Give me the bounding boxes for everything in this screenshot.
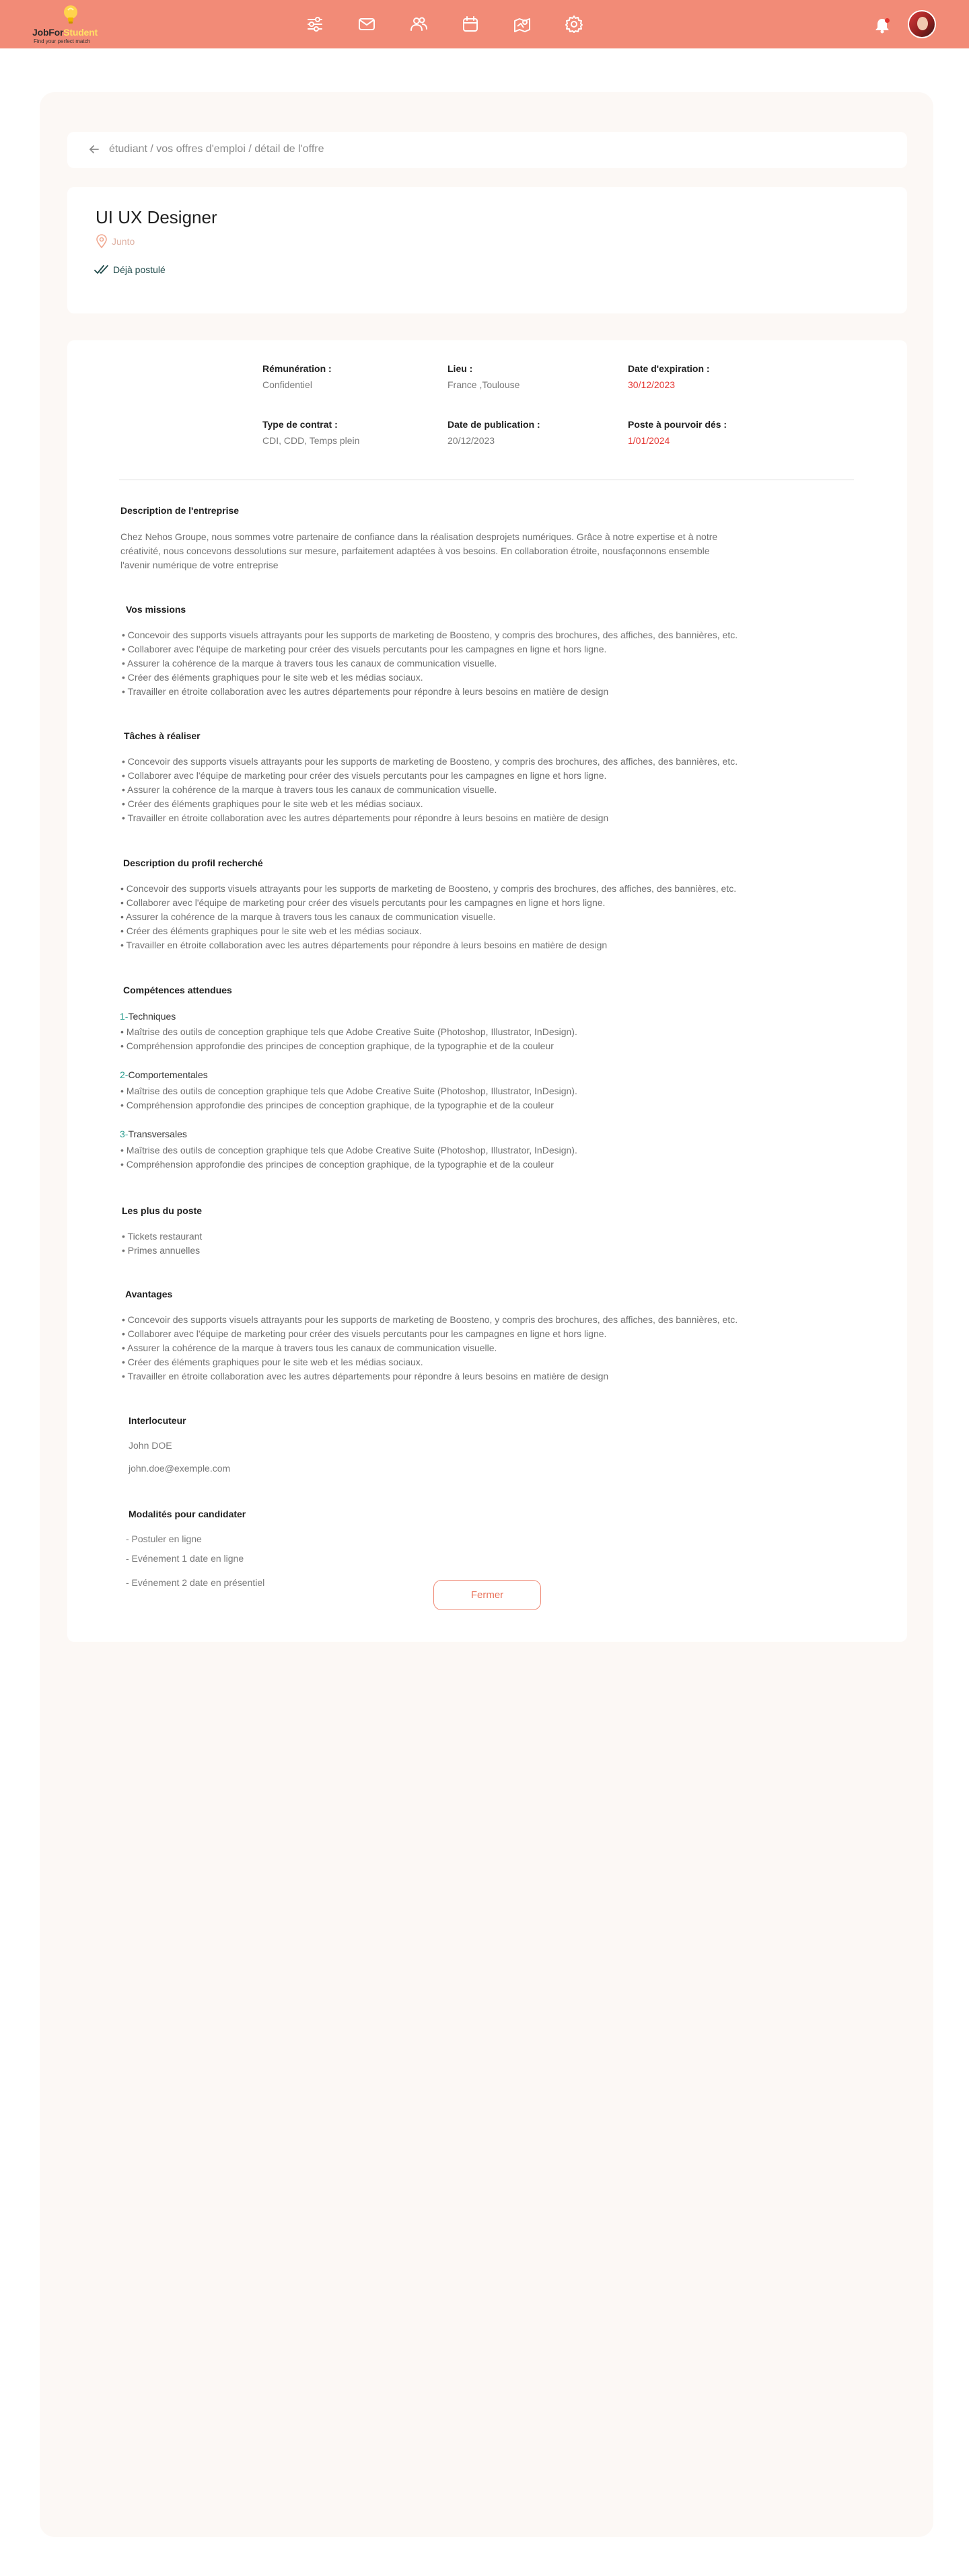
meta-contrat [262, 419, 359, 446]
list-item: • Collaborer avec l'équipe de marketing pour créer des visuels percutants pour les campagnes en ligne et hors ligne. [122, 644, 607, 654]
competence-group-title: 3-Transversales [120, 1129, 187, 1139]
list-item: • Créer des éléments graphiques pour le site web et les médias sociaux. [120, 925, 422, 936]
list-item: • Assurer la cohérence de la marque à travers tous les canaux de communication visuelle. [122, 1342, 497, 1353]
brand-name: JobForStudent [32, 27, 98, 38]
job-detail-card [67, 340, 907, 1642]
section-title-avantages: Avantages [125, 1289, 173, 1299]
meta-value: 1/01/2024 [628, 435, 670, 446]
competence-comportementales-list [120, 1084, 577, 1112]
list-item: • Assurer la cohérence de la marque à travers tous les canaux de communication visuelle. [122, 784, 497, 795]
avatar-face [917, 17, 928, 30]
meta-label: Rémunération : [262, 363, 332, 374]
list-item: • Compréhension approfondie des principes de conception graphique, de la typographie et de la couleur [120, 1100, 554, 1110]
lightbulb-icon [62, 4, 79, 26]
user-avatar[interactable] [908, 10, 936, 38]
section-title-plus: Les plus du poste [122, 1205, 203, 1216]
competence-techniques-list [120, 1025, 577, 1053]
location-pin-icon [96, 234, 108, 249]
close-button[interactable]: Fermer [433, 1580, 541, 1610]
section-title-interlocuteur: Interlocuteur [129, 1415, 186, 1426]
brand-tagline: Find your perfect match [34, 38, 91, 44]
entreprise-description [120, 530, 717, 572]
applied-status [94, 264, 166, 276]
back-arrow-icon[interactable] [87, 143, 101, 156]
list-item: • Concevoir des supports visuels attrayants pour les supports de marketing de Boosteno, y compris des brochures, des affiches, des bannières, etc. [122, 756, 738, 767]
app-logo[interactable] [31, 3, 125, 46]
meta-remuneration [262, 363, 332, 390]
list-item: • Primes annuelles [122, 1245, 201, 1256]
section-title-profil: Description du profil recherché [123, 858, 263, 868]
list-item: • Concevoir des supports visuels attrayants pour les supports de marketing de Boosteno, y compris des brochures, des affiches, des bannières, etc. [122, 1314, 738, 1325]
meta-value: France ,Toulouse [447, 379, 520, 390]
meta-poste [628, 419, 727, 446]
competence-group-title: 2-Comportementales [120, 1069, 208, 1080]
meta-publication [447, 419, 540, 446]
list-item: • Maîtrise des outils de conception graphique tels que Adobe Creative Suite (Photoshop, Illustrator, InDesign). [120, 1145, 577, 1156]
list-item: • Concevoir des supports visuels attrayants pour les supports de marketing de Boosteno, y compris des brochures, des affiches, des bannières, etc. [120, 883, 737, 894]
text-line: créativité, nous concevons dessolutions sur mesure, parfaitement adaptées à vos besoins. En collaboration étroite, nousfaçonnons ensemble [120, 545, 710, 556]
job-header-card [67, 187, 907, 313]
meta-value: Confidentiel [262, 379, 312, 390]
nav-icon-bar [304, 13, 585, 35]
settings-icon[interactable] [563, 13, 585, 35]
list-item: • Maîtrise des outils de conception graphique tels que Adobe Creative Suite (Photoshop, Illustrator, InDesign). [120, 1086, 577, 1096]
list-item: • Maîtrise des outils de conception graphique tels que Adobe Creative Suite (Photoshop, Illustrator, InDesign). [120, 1026, 577, 1037]
list-item: • Assurer la cohérence de la marque à travers tous les canaux de communication visuelle. [122, 658, 497, 669]
taches-list [122, 755, 738, 825]
meta-value: 20/12/2023 [447, 435, 495, 446]
users-icon[interactable] [408, 13, 429, 35]
section-title-taches: Tâches à réaliser [124, 730, 201, 741]
section-title-missions: Vos missions [126, 604, 186, 615]
meta-value: 30/12/2023 [628, 379, 676, 390]
list-item: • Compréhension approfondie des principes de conception graphique, de la typographie et de la couleur [120, 1040, 554, 1051]
list-item: • Collaborer avec l'équipe de marketing pour créer des visuels percutants pour les campagnes en ligne et hors ligne. [120, 897, 606, 908]
list-item: • Travailler en étroite collaboration avec les autres départements pour répondre à leurs besoins en matière de design [122, 686, 609, 697]
plus-list [122, 1229, 202, 1258]
competence-transversales-list [120, 1143, 577, 1172]
meta-label: Type de contrat : [262, 419, 338, 430]
missions-list [122, 628, 738, 699]
breadcrumb [67, 132, 907, 168]
list-item: • Créer des éléments graphiques pour le site web et les médias sociaux. [122, 672, 423, 683]
list-item: - Evénement 2 date en présentiel [126, 1577, 265, 1588]
list-item: • Collaborer avec l'équipe de marketing pour créer des visuels percutants pour les campagnes en ligne et hors ligne. [122, 770, 607, 781]
meta-lieu [447, 363, 519, 390]
meta-label: Date d'expiration : [628, 363, 710, 374]
list-item: • Travailler en étroite collaboration avec les autres départements pour répondre à leurs besoins en matière de design [122, 812, 609, 823]
meta-label: Date de publication : [447, 419, 540, 430]
meta-value: CDI, CDD, Temps plein [262, 435, 360, 446]
meta-expiration [628, 363, 710, 390]
section-title-competences: Compétences attendues [123, 985, 232, 995]
avantages-list [122, 1313, 738, 1384]
meta-label: Lieu : [447, 363, 473, 374]
list-item: - Evénement 1 date en ligne [126, 1553, 244, 1564]
map-icon[interactable] [511, 13, 533, 35]
list-item: • Travailler en étroite collaboration avec les autres départements pour répondre à leurs besoins en matière de design [122, 1371, 609, 1381]
list-item: • Créer des éléments graphiques pour le site web et les médias sociaux. [122, 798, 423, 809]
list-item: • Travailler en étroite collaboration avec les autres départements pour répondre à leurs besoins en matière de design [120, 940, 608, 950]
filters-icon[interactable] [304, 13, 326, 35]
company-name: Junto [112, 236, 135, 247]
breadcrumb-text[interactable]: étudiant / vos offres d'emploi / détail de l'offre [109, 143, 324, 155]
double-check-icon [94, 264, 109, 276]
mail-icon[interactable] [356, 13, 378, 35]
text-line: Chez Nehos Groupe, nous sommes votre partenaire de confiance dans la réalisation desprojets numériques. Grâce à notre expertise et à notre [120, 531, 718, 542]
profil-list [120, 882, 736, 952]
list-item: • Compréhension approfondie des principes de conception graphique, de la typographie et de la couleur [120, 1159, 554, 1170]
list-item: • Créer des éléments graphiques pour le site web et les médias sociaux. [122, 1357, 423, 1367]
applied-status-label: Déjà postulé [113, 264, 166, 275]
section-title-modalites: Modalités pour candidater [129, 1509, 246, 1519]
list-item: • Concevoir des supports visuels attrayants pour les supports de marketing de Boosteno, y compris des brochures, des affiches, des bannières, etc. [122, 630, 738, 640]
text-line: l'avenir numérique de votre entreprise [120, 560, 279, 570]
list-item: • Assurer la cohérence de la marque à travers tous les canaux de communication visuelle. [120, 911, 496, 922]
company-row [96, 234, 135, 249]
list-item: • Collaborer avec l'équipe de marketing pour créer des visuels percutants pour les campagnes en ligne et hors ligne. [122, 1328, 607, 1339]
top-navbar [0, 0, 969, 48]
contact-email[interactable]: john.doe@exemple.com [129, 1463, 231, 1474]
section-title-entreprise: Description de l'entreprise [120, 505, 240, 516]
meta-label: Poste à pourvoir dés : [628, 419, 727, 430]
list-item: - Postuler en ligne [126, 1533, 202, 1544]
calendar-icon[interactable] [460, 13, 481, 35]
competence-group-title: 1-Techniques [120, 1011, 176, 1022]
notification-bell-icon[interactable] [873, 17, 891, 34]
notification-dot [885, 18, 890, 23]
list-item: • Tickets restaurant [122, 1231, 203, 1242]
job-title: UI UX Designer [96, 207, 217, 227]
contact-name: John DOE [129, 1440, 172, 1451]
